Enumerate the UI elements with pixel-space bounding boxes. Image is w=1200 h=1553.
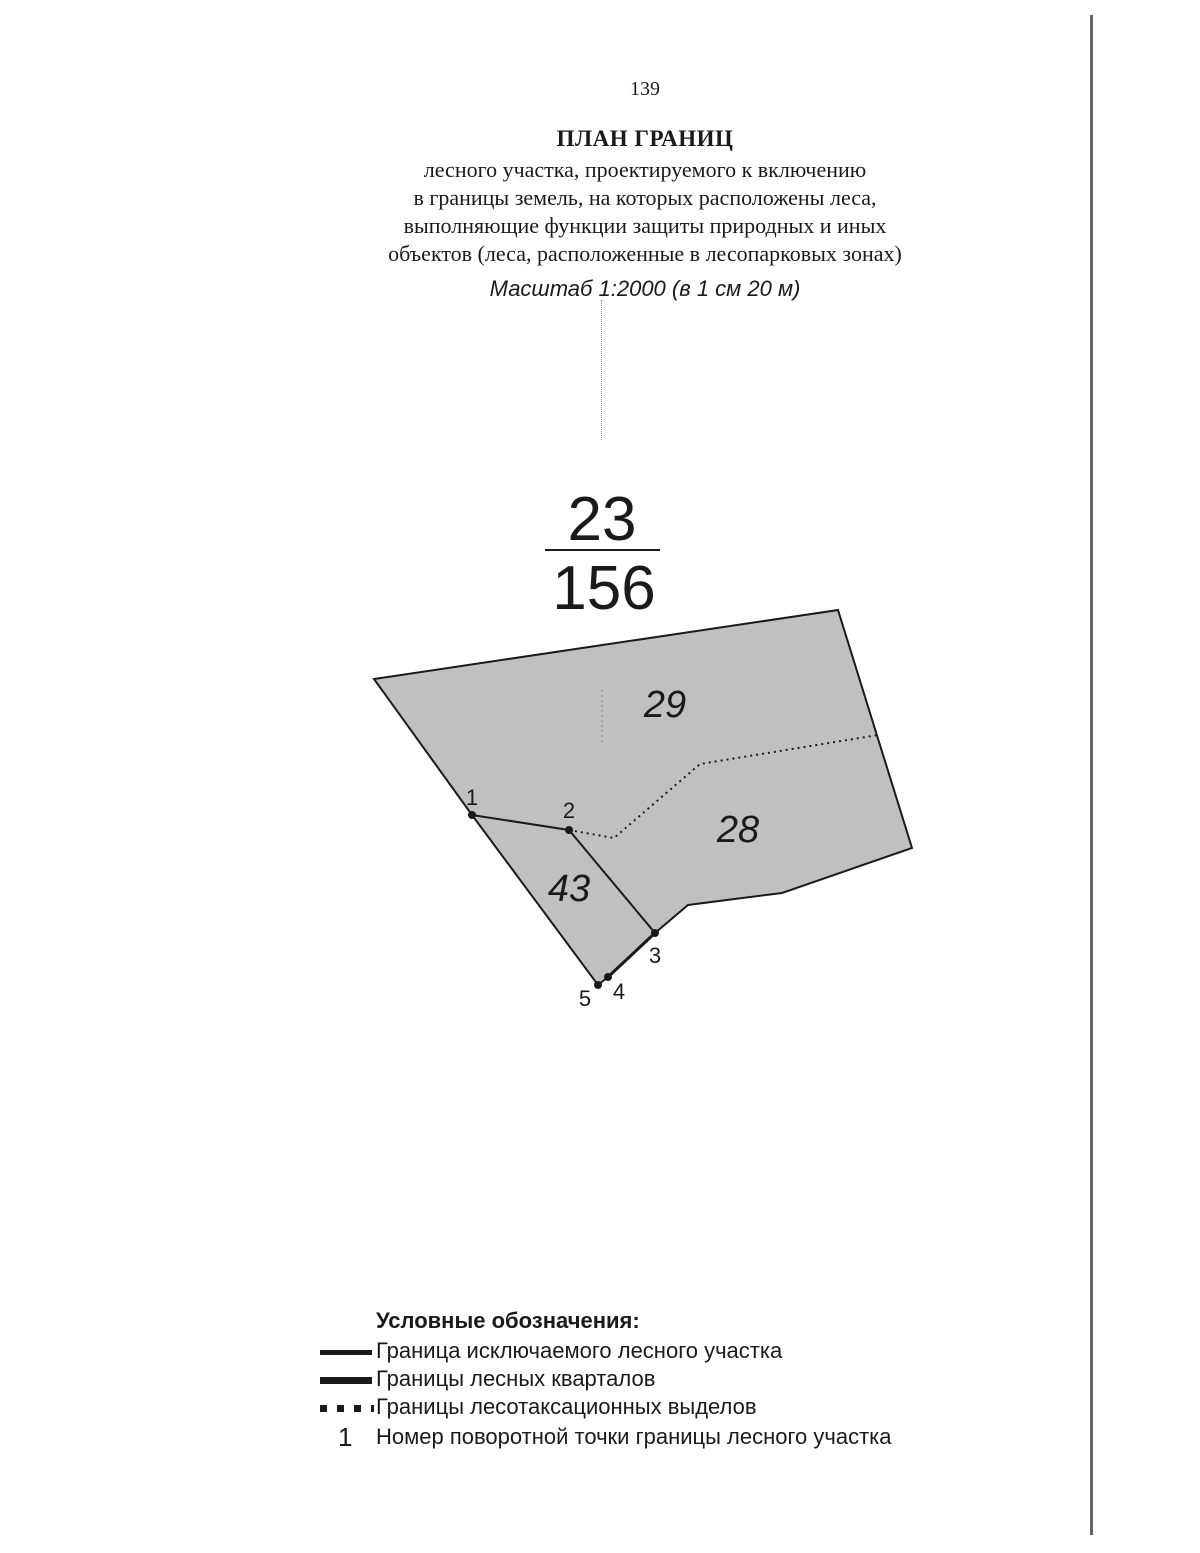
plan-title: ПЛАН ГРАНИЦ xyxy=(556,126,734,151)
turning-point-4-marker xyxy=(604,973,612,981)
legend-label: Граница исключаемого лесного участка xyxy=(376,1338,783,1363)
turning-point-2-marker xyxy=(565,826,573,834)
forestry-number: 156 xyxy=(552,554,656,623)
parcel-area xyxy=(374,610,912,985)
allotment-label-43: 43 xyxy=(547,868,591,910)
subtitle-line-1: лесного участка, проектируемого к включению xyxy=(423,157,867,182)
turning-point-3-marker xyxy=(651,929,659,937)
legend-label: Границы лесотаксационных выделов xyxy=(376,1394,757,1419)
point-number-icon xyxy=(300,1424,374,1452)
scale-label: Масштаб 1:2000 (в 1 см 20 м) xyxy=(489,276,801,301)
turning-point-1-marker xyxy=(468,811,476,819)
allotment-label-28: 28 xyxy=(716,809,760,851)
turning-point-2-label: 2 xyxy=(562,798,576,823)
thick-line-icon xyxy=(300,1366,374,1394)
allotment-label-29: 29 xyxy=(643,684,687,726)
turning-point-4-label: 4 xyxy=(612,979,626,1004)
turning-point-3-label: 3 xyxy=(648,943,662,968)
legend-label: Границы лесных кварталов xyxy=(376,1366,656,1391)
subtitle-line-4: объектов (леса, расположенные в лесопарковых зонах) xyxy=(388,241,902,266)
page-number: 139 xyxy=(630,78,660,100)
quarter-number: 23 xyxy=(567,485,637,554)
dotted-line-icon xyxy=(300,1394,374,1422)
solid-line-icon xyxy=(300,1338,374,1366)
turning-point-1-label: 1 xyxy=(465,785,479,810)
turning-point-5-marker xyxy=(594,981,602,989)
legend-symbol-number: 1 xyxy=(338,1422,353,1452)
legend-title: Условные обозначения: xyxy=(376,1308,640,1333)
subtitle-line-2: в границы земель, на которых расположены леса, xyxy=(413,185,877,210)
turning-point-5-label: 5 xyxy=(578,986,592,1011)
legend-label: Номер поворотной точки границы лесного участка xyxy=(376,1424,892,1449)
subtitle-line-3: выполняющие функции защиты природных и иных xyxy=(403,213,887,238)
